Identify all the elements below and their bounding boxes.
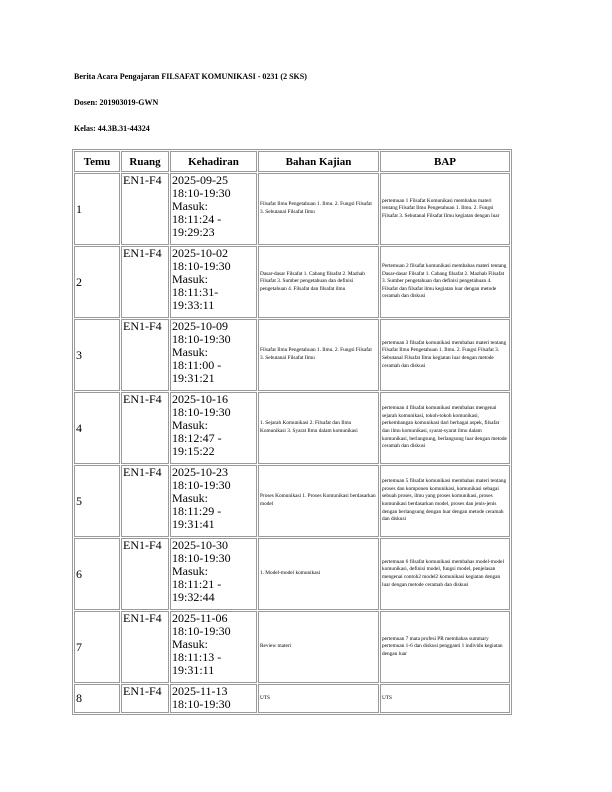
material-cell: 1. Sejarah Komunikasi 2. Filsafat dan Ilmu Komunikasi 3. Syarat Ilmu dalam komunikasi (258, 392, 379, 464)
attendance-time: 18:10-19:30 (172, 332, 231, 346)
attendance-time: 18:10-19:30 (172, 405, 231, 419)
meeting-number-cell: 6 (74, 538, 120, 610)
column-header-ruang: Ruang (121, 151, 169, 172)
attendance-in-end: 19:32:44 (172, 590, 215, 604)
attendance-in-start: 18:11:00 - (172, 358, 222, 372)
column-header-bahan-kajian: Bahan Kajian (258, 151, 379, 172)
table-row (74, 538, 510, 610)
attendance-in-end: 19:33:11 (172, 298, 215, 312)
column-header-kehadiran: Kehadiran (170, 151, 257, 172)
attendance-cell (170, 611, 257, 683)
attendance-time: 18:10-19:30 (172, 478, 231, 492)
table-row (74, 684, 510, 713)
attendance-in-end: 19:31:21 (172, 371, 215, 385)
attendance-in-start: 18:12:47 - (172, 431, 222, 445)
attendance-date: 2025-10-09 (172, 319, 228, 333)
attendance-cell (170, 465, 257, 537)
attendance-date: 2025-10-02 (172, 246, 228, 260)
table-header-row (74, 151, 510, 172)
attendance-in-end: 19:15:22 (172, 444, 215, 458)
attendance-date: 2025-10-23 (172, 465, 228, 479)
attendance-date: 2025-09-25 (172, 173, 228, 187)
material-cell: UTS (258, 684, 379, 713)
attendance-cell (170, 246, 257, 318)
attendance-cell (170, 319, 257, 391)
material-cell: 1. Model-model komunikasi (258, 538, 379, 610)
attendance-in-label: Masuk: (172, 272, 208, 286)
attendance-time: 18:10-19:30 (172, 551, 231, 565)
meeting-number-cell: 5 (74, 465, 120, 537)
attendance-in-label: Masuk: (172, 199, 208, 213)
room-cell: EN1-F4 (121, 319, 169, 391)
attendance-date: 2025-10-16 (172, 392, 228, 406)
table-row (74, 173, 510, 245)
material-cell: Filsafat Ilmu Pengetahuan 1. Ilmu. 2. Fungsi Filsafat 3. Sebutanal Filsafat Ilmu (258, 319, 379, 391)
bap-cell: pertemuan 6 filsafat komunikasi membahas model-model komunikasi, definisi model, fungsi model, penjelasan mengenai contoh2 model2 komunikasi kegiatan dengan luar dengan metode ceramah dan diskusi (380, 538, 510, 610)
attendance-in-end: 19:29:23 (172, 225, 215, 239)
attendance-in-start: 18:11:24 - (172, 212, 222, 226)
table-row (74, 319, 510, 391)
bap-cell: pertemuan 4 filsafat komunikasi membahas mengenai sejarah komunikasi, tokoh-tokoh komunikasi, perkembangan komunikasi dari berbagai aspek, filsafat dan ilmu komunikasi, syarat-syarat ilmu dalam komunikasi, berlangsung, berlangsung luar dengan metode ceramah dan diskusi (380, 392, 510, 464)
meeting-number-cell: 3 (74, 319, 120, 391)
attendance-in-end: 19:31:11 (172, 663, 215, 677)
attendance-time: 18:10-19:30 (172, 259, 231, 273)
table-row (74, 246, 510, 318)
attendance-date: 2025-11-06 (172, 611, 228, 625)
bap-cell: pertemuan 1 Filsafat Komunikasi membahas materi tentang Filsafat Ilmu Pengetahuan 1. Ilmu. 2. Fungsi Filsafat 3. Sebutanal Filsafat Ilmu kegiatan dengan luar (380, 173, 510, 245)
room-cell: EN1-F4 (121, 611, 169, 683)
column-header-bap: BAP (380, 151, 510, 172)
column-header-temu: Temu (74, 151, 120, 172)
meeting-number-cell: 7 (74, 611, 120, 683)
room-cell: EN1-F4 (121, 173, 169, 245)
attendance-in-end: 19:31:41 (172, 517, 215, 531)
material-cell: Proses Komunikasi 1. Proses Komunikasi berdasarkan model (258, 465, 379, 537)
table-row (74, 465, 510, 537)
attendance-in-label: Masuk: (172, 345, 208, 359)
meeting-number-cell: 8 (74, 684, 120, 713)
attendance-cell (170, 684, 257, 713)
bap-cell: pertemuan 7 mata profesi PR membahas summary pertemuan 1-6 dan diskusi pengganti 1 individu kegiatan dengan luar (380, 611, 510, 683)
table-row (74, 611, 510, 683)
lecturer-label: Dosen: 201903019-GWN (74, 98, 159, 107)
attendance-date: 2025-10-30 (172, 538, 228, 552)
attendance-in-start: 18:11:29 - (172, 504, 222, 518)
bap-cell: pertemuan 3 filsafat komunikasi membahas materi tentang Filsafat Ilmu Pengetahuan 1. Ilmu. 2. Fungsi Filsafat 3. Sebutanal Filsafat Ilmu kegiatan luar dengan metode ceramah dan diskusi (380, 319, 510, 391)
attendance-cell (170, 173, 257, 245)
attendance-time: 18:10-19:30 (172, 186, 231, 200)
room-cell: EN1-F4 (121, 684, 169, 713)
attendance-table (72, 149, 512, 715)
attendance-cell (170, 538, 257, 610)
class-label: Kelas: 44.3B.31-44324 (74, 124, 150, 133)
attendance-in-start: 18:11:31- (172, 285, 219, 299)
attendance-in-label: Masuk: (172, 418, 208, 432)
attendance-in-start: 18:11:13 - (172, 650, 222, 664)
meeting-number-cell: 1 (74, 173, 120, 245)
meeting-number-cell: 4 (74, 392, 120, 464)
attendance-in-start: 18:11:21 - (172, 577, 222, 591)
room-cell: EN1-F4 (121, 538, 169, 610)
attendance-time: 18:10-19:30 (172, 697, 231, 711)
attendance-cell (170, 392, 257, 464)
room-cell: EN1-F4 (121, 465, 169, 537)
material-cell: Dasar-dasar Filsafat 1. Cabang filsafat 2. Mazhab Filsafat 3. Sumber pengetahuan dan definisi pengetahuan 4. Filsafat dan filsafat ilmu (258, 246, 379, 318)
meeting-number-cell: 2 (74, 246, 120, 318)
room-cell: EN1-F4 (121, 246, 169, 318)
attendance-in-label: Masuk: (172, 491, 208, 505)
bap-cell: UTS (380, 684, 510, 713)
bap-cell: Pertemuan 2 filsafat komunikasi membahas materi tentang Dasar-dasar Filsafat 1. Cabang filsafat 2. Mazhab Filsafat 3. Sumber pengetahuan dan definisi pengetahuan 4. Filsafat dan filsafat ilmu kegiatan luar dengan metode ceramah dan diskusi (380, 246, 510, 318)
room-cell: EN1-F4 (121, 392, 169, 464)
document-title: Berita Acara Pengajaran FILSAFAT KOMUNIKASI - 0231 (2 SKS) (74, 72, 307, 81)
attendance-in-label: Masuk: (172, 637, 208, 651)
attendance-in-label: Masuk: (172, 564, 208, 578)
material-cell: Filsafat Ilmu Pengetahuan 1. Ilmu. 2. Fungsi Filsafat 3. Sebutanal Filsafat Ilmu (258, 173, 379, 245)
bap-cell: pertemuan 5 filsafat komunikasi membahas materi tentang proses dan komponen komunikasi, komunikasi sebagai sebuah proses, ilmu yang proses komunikasi, proses komunikasi berdasarkan model, proses dan jenis-jenis dengan berlangsung dengan luar dengan metode ceramah dan diskusi (380, 465, 510, 537)
attendance-time: 18:10-19:30 (172, 624, 231, 638)
attendance-date: 2025-11-13 (172, 684, 228, 698)
table-row (74, 392, 510, 464)
material-cell: Review materi (258, 611, 379, 683)
